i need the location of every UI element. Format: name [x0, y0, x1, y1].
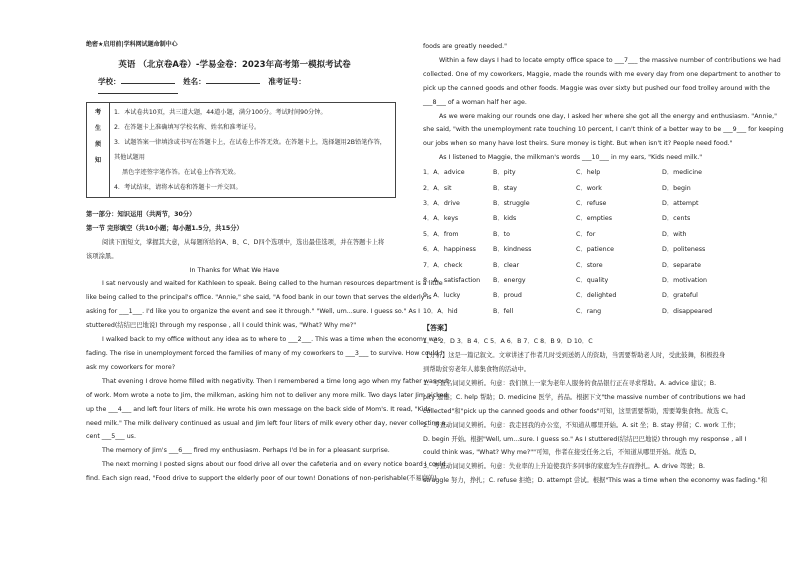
passage-line: cent ___5___ us.: [86, 433, 136, 441]
passage-line: find. Each sign read, "Food drive to support the elderly poor of our town! Donations of non-perishable(不易腐的): [86, 475, 437, 483]
name-label: 姓名：: [183, 76, 206, 86]
option-item: 7．A．check: [423, 261, 463, 269]
option-item: 6．A．happiness: [423, 246, 476, 254]
option-item: D．attempt: [662, 199, 699, 207]
option-item: C．work: [576, 184, 602, 192]
option-item: D．politeness: [662, 246, 706, 254]
option-item: D．motivation: [662, 277, 707, 284]
notes-side-label: 考 生 须 知: [87, 102, 110, 197]
option-item: B．energy: [493, 277, 526, 284]
analysis-line: 1．考查名词词义辨析。句意：我们镇上一家为老年人服务的食品银行正在寻求帮助。A. advice 建议；B.: [423, 379, 717, 387]
option-item: C．for: [576, 230, 596, 238]
option-item: D．separate: [662, 261, 701, 269]
option-item: B．stay: [493, 184, 517, 192]
option-item: C．rang: [576, 307, 602, 315]
answer-heading: 【答案】: [423, 324, 451, 333]
passage-title: In Thanks for What We Have: [189, 266, 280, 274]
analysis-line: 【分析】这是一篇记叙文。文章讲述了作者几时受到送奶人的资助，当需要帮助老人时，受此鼓舞，积极投身: [423, 352, 726, 360]
option-item: 8．A．satisfaction: [423, 277, 481, 284]
option-item: D．medicine: [662, 169, 702, 177]
options-list: [423, 165, 782, 319]
candidate-notes-box: [86, 102, 396, 198]
analysis-line: 2．考查动词词义辨析。句意：我走回我的办公室，不知道从哪里开始。A. sit 坐；B. stay 停留；C. work 工作；: [423, 421, 740, 429]
option-item: B．clear: [493, 261, 520, 269]
option-item: B．fell: [493, 307, 514, 315]
option-item: C．refuse: [576, 199, 607, 207]
option-row: [423, 181, 782, 196]
option-item: C．patience: [576, 246, 614, 254]
school-label: 学校：: [98, 76, 121, 86]
analysis-line: pity 遗憾；C. help 帮助；D. medicine 医学，药品。根据下文"the massive number of contributions we had: [423, 393, 746, 401]
option-item: 5．A．from: [423, 230, 459, 238]
option-item: D．disappeared: [662, 307, 713, 315]
passage-line: collected. One of my coworkers, Maggie, made the rounds with me every day from one department to another to: [423, 70, 781, 78]
option-item: D．cents: [662, 215, 691, 223]
option-row: [423, 288, 782, 303]
analysis-line: collected"和"pick up the canned goods and other foods"可知，这里需要帮助，需要筹集食物。故选 C。: [423, 407, 732, 415]
option-item: C．quality: [576, 277, 609, 284]
name-blank[interactable]: [206, 83, 260, 84]
option-item: 9．A．lucky: [423, 292, 461, 300]
passage-line: The memory of Jim's ___6___ fired my enthusiasm. Perhaps I'd be in for a pleasant surprise.: [102, 447, 390, 455]
option-item: C．help: [576, 169, 601, 177]
note-line: 4．考试结束，请将本试卷和答题卡一并交回。: [114, 183, 242, 191]
school-blank[interactable]: [121, 83, 175, 84]
note-line: 3．试题答案一律填涂或书写在答题卡上，在试卷上作答无效。在答题卡上，选择题用2B铅笔作答，其他试题用: [114, 138, 386, 161]
option-row: [423, 242, 782, 257]
right-page: [397, 0, 794, 562]
option-item: B．struggle: [493, 199, 530, 207]
subsection-heading: 第一节 完形填空（共10小题；每小题1.5分，共15分）: [86, 224, 243, 232]
passage-line: ___8___ of a woman half her age.: [423, 98, 527, 106]
analysis-line: 3．考查动词词义辨析。句意：失业率的上升迫使我许多同事的家庭为生存而挣扎。A. drive 驾驶；B.: [423, 463, 706, 471]
option-row: [423, 273, 782, 288]
analysis-body: [423, 349, 782, 488]
option-item: 10．A．hid: [423, 307, 458, 315]
option-item: 3．A．drive: [423, 199, 460, 207]
note-line: 2．在答题卡上准确填写学校名称、姓名和准考证号。: [114, 123, 261, 131]
note-line: 黑色字迹签字笔作答。在试卷上作答无效。: [122, 168, 240, 176]
option-row: [423, 258, 782, 273]
instruction-line: 该项涂黑。: [86, 252, 118, 260]
option-item: B．kids: [493, 215, 517, 223]
candidate-fields: [86, 76, 383, 96]
passage-line: Within a few days I had to locate empty office space to ___7___ the massive number of contributions we had: [439, 56, 781, 64]
option-item: D．begin: [662, 184, 691, 192]
option-item: C．empties: [576, 215, 613, 223]
option-item: D．grateful: [662, 292, 698, 300]
exam-no-blank[interactable]: [98, 93, 178, 94]
option-item: 2．A．sit: [423, 184, 452, 192]
passage-line: like being called to the principal's office. "Annie," she said, "A food bank in our town that serves the elderly is: [86, 294, 432, 302]
passage-line: our jobs when so many have lost theirs. Sure money is tight. But when isn't it? People need food.": [423, 140, 733, 148]
passage-line: foods are greatly needed.": [423, 43, 508, 50]
passage-line: The next morning I posted signs about our food drive all over the cafeteria and on every notice board I could: [102, 461, 446, 469]
answer-key: 1．C 2．D 3．B 4．C 5．A 6．B 7．C 8．B 9．D 10．C: [423, 338, 593, 346]
passage-line: pick up the canned goods and other foods. Maggie was over sixty but pushed our food trolley around with the: [423, 84, 771, 92]
notes-content: [110, 102, 396, 197]
option-item: B．pity: [493, 169, 516, 177]
passage-line: ask my coworkers for more?: [86, 363, 176, 371]
passage-line: As I listened to Maggie, the milkman's words ___10___ in my ears, "Kids need milk.": [439, 154, 703, 162]
option-item: C．delighted: [576, 292, 617, 300]
passage-line: I walked back to my office without any idea as to where to ___2___. This was a time when the economy was: [102, 336, 441, 344]
option-item: D．with: [662, 230, 687, 238]
passage-body-continued: [423, 40, 782, 165]
passage-line: That evening I drove home filled with negativity. Then I remembered a time long ago when my father was out: [102, 377, 449, 385]
passage-line: of work. Mom wrote a note to Jim, the milkman, asking him not to deliver any more milk. Two days later Jim picked: [86, 391, 448, 399]
exam-title: 英语 （北京卷A卷）-学易金卷：2023年高考第一模拟考试卷: [118, 59, 351, 70]
analysis-line: struggle 努力，挣扎；C. refuse 拒绝；D. attempt 尝试。根据"This was a time when the economy was fading."和: [423, 477, 767, 485]
confidential-header: 绝密★启用前|学科网试题命制中心: [86, 41, 178, 48]
analysis-line: could think was, "What? Why me?""可知，作者在接受任务之后，不知道从哪里开始。故选 D。: [423, 449, 701, 457]
option-row: [423, 227, 782, 242]
option-item: 1．A．advice: [423, 169, 465, 177]
note-line: 1．本试卷共10页，共三道大题，44道小题，满分100分。考试时间90分钟。: [114, 108, 327, 116]
option-item: B．kindness: [493, 246, 532, 254]
passage-line: asking for ___1___. I'd like you to organize the event and see it through." "Well, um...sure. I guess so." As I: [86, 308, 420, 316]
passage-line: she said, "with the unemployment rate touching 10 percent, I can't think of a better way to be ___9___ for keeping: [423, 126, 784, 134]
exam-no-label: 准考证号：: [268, 76, 306, 86]
analysis-line: D. begin 开始。根据"Well, um...sure. I guess so." As I stuttered(结结巴巴地说) through my response , all I: [423, 435, 747, 443]
option-item: B．proud: [493, 292, 522, 300]
passage-line: I sat nervously and waited for Kathleen to speak. Being called to the human resources department is a little: [102, 280, 443, 288]
option-item: 4．A．keys: [423, 215, 459, 223]
option-row: [423, 196, 782, 211]
option-row: [423, 165, 782, 180]
instruction-line: 阅读下面短文，掌握其大意，从每题所给的A、B、C、D四个选项中，选出最佳选项，并在答题卡上将: [102, 238, 385, 246]
passage-line: fading. The rise in unemployment forced the families of many of my coworkers to ___3___ to survive. How could I: [86, 349, 443, 357]
passage-line: As we were making our rounds one day, I asked her where she got all the energy and enthusiasm. "Annie,": [439, 112, 778, 120]
passage-line: stuttered(结结巴巴地说) through my response , all I could think was, "What? Why me?": [86, 322, 357, 330]
section-heading: 第一部分：知识运用（共两节，30分）: [86, 210, 196, 218]
option-row: [423, 211, 782, 226]
option-row: [423, 304, 782, 319]
analysis-line: 到帮助贫穷老年人募集食物的活动中。: [423, 366, 531, 374]
option-item: C．store: [576, 261, 603, 269]
passage-line: need milk." The milk delivery continued as usual and Jim left four liters of milk every other day, never collecting a: [86, 419, 446, 427]
option-item: B．to: [493, 230, 510, 238]
passage-line: up the ___4___ and left four liters of milk. He wrote his own message on the back side of Mom's. It read, "Kids: [86, 405, 431, 413]
